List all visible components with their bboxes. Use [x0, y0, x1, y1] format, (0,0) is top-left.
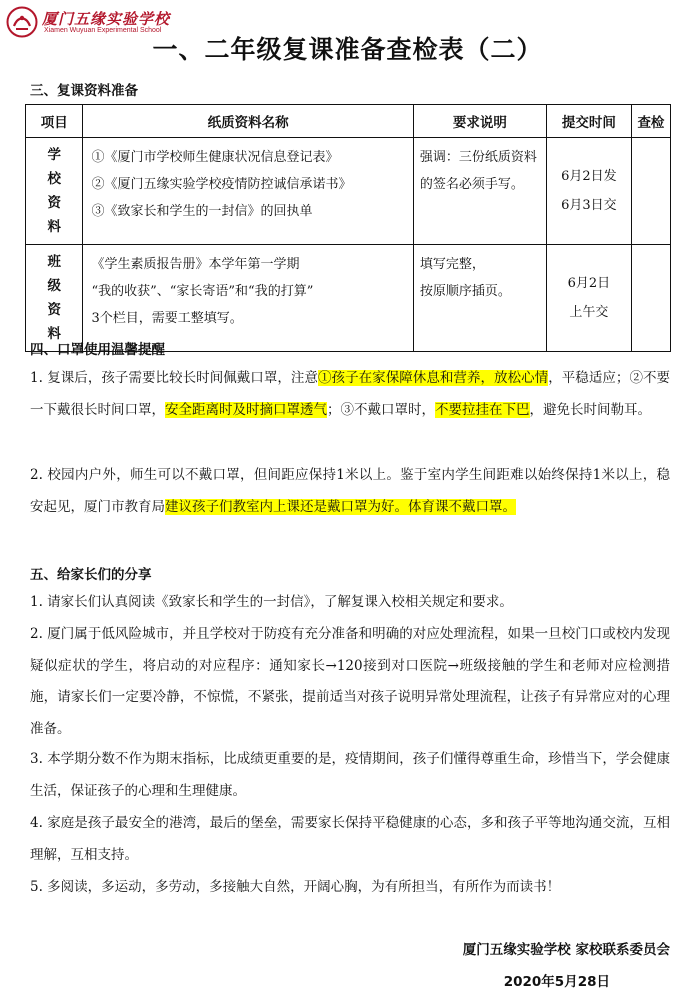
highlighted-text: 安全距离时及时摘口罩透气	[165, 401, 327, 418]
category-char: 学	[47, 147, 61, 163]
mask-tip-1	[30, 363, 670, 426]
table-header-row	[26, 105, 671, 138]
requirement-cell: 强调：三份纸质资料的签名必须手写。	[413, 138, 546, 245]
category-char: 料	[47, 219, 61, 235]
check-cell[interactable]	[631, 245, 670, 352]
category-char: 料	[47, 326, 61, 342]
highlighted-text: ①孩子在家保障休息和营养，放松心情	[318, 370, 549, 386]
sharing-item: 2. 厦门属于低风险城市，并且学校对于防疫有充分准备和明确的对应处理流程，如果一旦校门口或校内发现疑似症状的学生，将启动的对应程序：通知家长→120接到对口医院→班级接触的学生和老师对应检测措施，请家长们一定要冷静，不惊慌，不紧张，提前适当对孩子说明异常处理流程，让孩子有异常应对的心理准备。	[30, 626, 670, 737]
documents-cell	[83, 138, 413, 245]
time-line: 6月3日交	[561, 198, 617, 213]
document-line: ②《厦门五缘实验学校疫情防控诚信承诺书》	[91, 177, 352, 192]
category-char: 级	[47, 278, 61, 294]
section-heading-mask: 四、口罩使用温馨提醒	[30, 342, 165, 358]
time-line: 6月2日发	[561, 169, 617, 184]
sharing-item: 5. 多阅读，多运动，多劳动，多接触大自然，开阔心胸，为有所担当，有所作为而读书！	[30, 879, 561, 895]
table-row	[26, 138, 671, 245]
category-cell	[26, 138, 83, 245]
section-heading-sharing: 五、给家长们的分享	[30, 567, 152, 583]
mask-tip-2	[30, 460, 670, 523]
check-cell[interactable]	[631, 138, 670, 245]
table-header-cell: 纸质资料名称	[83, 105, 413, 138]
table-header-cell: 查检	[631, 105, 670, 138]
time-cell	[546, 245, 631, 352]
table-header-cell: 提交时间	[546, 105, 631, 138]
table-row	[26, 245, 671, 352]
logo-name-cn: 厦门五缘实验学校	[42, 10, 171, 28]
time-line: 6月2日	[567, 276, 611, 291]
category-char: 资	[47, 195, 61, 211]
requirement-line: 按原顺序插页。	[419, 284, 511, 299]
sharing-item: 1. 请家长们认真阅读《致家长和学生的一封信》，了解复课入校相关规定和要求。	[30, 594, 513, 610]
category-cell	[26, 245, 83, 352]
document-line: 3个栏目，需要工整填写。	[91, 311, 243, 326]
document-line: 《学生素质报告册》本学年第一学期	[91, 257, 300, 272]
document-line: ①《厦门市学校师生健康状况信息登记表》	[91, 150, 339, 165]
logo-name-en: Xiamen Wuyuan Experimental School	[44, 27, 162, 34]
text-run: ，避免长时间勒耳。	[529, 401, 651, 418]
signature: 厦门五缘实验学校 家校联系委员会	[462, 942, 670, 958]
category-char: 资	[47, 302, 61, 318]
sharing-item: 3. 本学期分数不作为期末指标，比成绩更重要的是，疫情期间，孩子们懂得尊重生命，珍惜当下，学会健康生活，保证孩子的心理和生理健康。	[30, 751, 670, 799]
page-title: 一、二年级复课准备查检表（二）	[152, 35, 543, 64]
document-line: “我的收获”、“家长寄语”和“我的打算”	[91, 284, 314, 299]
highlighted-text: 建议孩子们教室内上课还是戴口罩为好。体育课不戴口罩。	[165, 498, 516, 515]
section-heading-materials: 三、复课资料准备	[30, 83, 138, 99]
category-char: 校	[47, 171, 61, 187]
sharing-item: 4. 家庭是孩子最安全的港湾，最后的堡垒，需要家长保持平稳健康的心态，多和孩子平等地沟通交流，互相理解，互相支持。	[30, 815, 670, 863]
category-char: 班	[47, 254, 61, 270]
time-line: 上午交	[569, 305, 609, 320]
text-run: ；③不戴口罩时，	[327, 401, 435, 418]
documents-cell	[83, 245, 413, 352]
highlighted-text: 不要拉挂在下巴	[435, 401, 530, 418]
document-line: ③《致家长和学生的一封信》的回执单	[91, 204, 313, 219]
requirement-cell	[413, 245, 546, 352]
requirement-line: 填写完整，	[419, 257, 485, 272]
materials-table	[25, 104, 671, 352]
table-header-cell: 要求说明	[413, 105, 546, 138]
text-run: ，平稳适应；②不要一下戴很长时间口罩，	[30, 370, 671, 418]
time-cell	[546, 138, 631, 245]
table-header-cell: 项目	[26, 105, 83, 138]
text-run: 1. 复课后，孩子需要比较长时间佩戴口罩，注意	[30, 370, 319, 386]
document-date: 2020年5月28日	[503, 974, 610, 990]
text-run: 2. 校园内户外，师生可以不戴口罩，但间距应保持1米以上。鉴于室内学生间距难以始终保持1米以上，稳安起见，厦门市教育局	[30, 467, 670, 515]
